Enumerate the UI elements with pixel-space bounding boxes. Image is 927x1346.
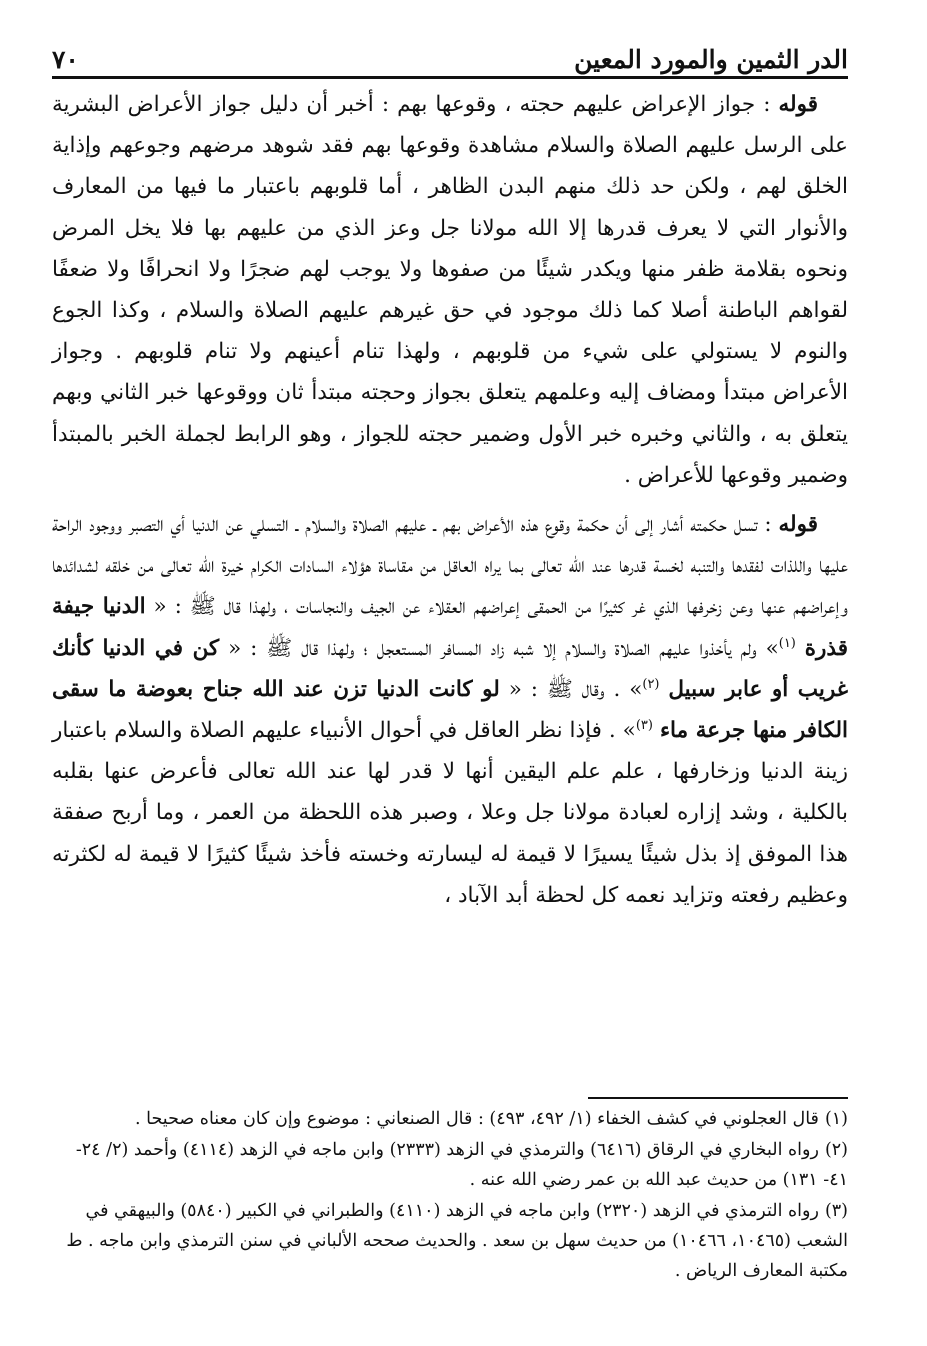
hadith-quote-1: الدنيا جيفة قذرة	[52, 594, 848, 661]
header-rule	[52, 76, 848, 79]
footnote-ref-2: (٢)	[642, 676, 660, 692]
paragraph-lead: قوله	[778, 92, 818, 117]
paragraph-text: » . وقال ﷺ : «	[508, 676, 643, 702]
paragraph-text: » ولم يأخذوا عليهم الصلاة والسلام إلا شبه زاد المسافر المستعجل ؛ ولهذا قال ﷺ : «	[228, 635, 779, 661]
footnote-text: قال العجلوني في كشف الخفاء (١/ ٤٩٢، ٤٩٣) : قال الصنعاني : موضوع وإن كان معناه صحيحا .	[135, 1109, 819, 1129]
book-title: الدر الثمين والمورد المعين	[574, 45, 848, 74]
paragraph-2	[52, 504, 848, 916]
hadith-quote-2: كن في الدنيا كأنك غريب أو عابر سبيل	[52, 635, 848, 702]
page-header	[52, 28, 848, 78]
footnote-ref-1: (١)	[778, 635, 796, 651]
footnote-1	[52, 1104, 848, 1134]
page-number: ٧٠	[52, 45, 79, 74]
footnote-rule	[588, 1097, 848, 1099]
footnote-number: (٣)	[824, 1201, 848, 1221]
hadith-quote-3: لو كانت الدنيا تزن عند الله جناح بعوضة ما سقى الكافر منها جرعة ماء	[52, 676, 849, 744]
footnote-text: رواه الترمذي في الزهد (٢٣٢٠) وابن ماجه في الزهد (٤١١٠) والطبراني في الكبير (٥٨٤٠) والبيهقي في الشعب (١٠٤٦٥، ١٠٤٦٦) من حديث سهل بن سعد . والحديث صححه الألباني في سنن الترمذي وابن ماجه . ط مكتبة المعارف الرياض .	[66, 1201, 848, 1281]
footnote-text: رواه البخاري في الرقاق (٦٤١٦) والترمذي في الزهد (٢٣٣٣) وابن ماجه في الزهد (٤١١٤) وأحمد (٢/ ٢٤- ٤١- ١٣١) من حديث عبد الله بن عمر رضي الله عنه .	[75, 1140, 848, 1190]
footnote-2	[52, 1135, 848, 1195]
paragraph-1	[52, 84, 848, 496]
paragraph-text: : جواز الإعراض عليهم حجته ، وقوعها بهم : أخبر أن دليل جواز الأعراض البشرية على الرسل عليهم الصلاة والسلام مشاهدة وقوعها بهم فقد شوهد مرضهم وجوعهم وإذاية الخلق لهم ، ولكن حد ذلك منهم البدن الظاهر ، أما قلوبهم باعتبار ما فيها من المعارف والأنوار التي لا يعرف قدرها إلا الله مولانا جل وعز الذي من عليهم بها فلا يخل المرض ونحوه بقلامة ظفر منها ويكدر شيئًا من صفوها ولا يوجب لهم ضجرًا ولا انحرافًا ولا ضعفًا لقواهم الباطنة أصلا كما ذلك موجود في حق غيرهم عليهم الصلاة والسلام ، وكذا الجوع والنوم لا يستولي على شيء من قلوبهم ، ولهذا تنام أعينهم ولا تنام قلوبهم . وجواز الأعراض مبتدأ ومضاف إليه وعلمهم يتعلق بجواز وحجته مبتدأ ثان ووقوعها خبر الثاني وبهم يتعلق به ، والثاني وخبره خبر الأول وضمير حجته للجواز ، وهو الرابط لجملة الخبر بالمبتدأ وضمير وقوعها للأعراض .	[52, 92, 848, 488]
footnote-number: (٢)	[824, 1140, 848, 1160]
paragraph-lead: قوله	[778, 512, 818, 538]
main-text	[52, 84, 848, 916]
footnotes	[52, 1104, 848, 1287]
footnote-3	[52, 1196, 848, 1286]
paragraph-text: » . فإذا نظر العاقل في أحوال الأنبياء عليهم الصلاة والسلام باعتبار زينة الدنيا وزخارفها ، علم علم اليقين أنها لا قدر لها عند الله تعالى فأعرض عنها بقلبه بالكلية ، وشد إزاره لعبادة مولانا جل وعلا ، وصبر هذه اللحظة من العمر ، وما أربح صفقة هذا الموفق إذ بذل شيئًا يسيرًا لا قيمة له ليسارته وخسته فأخذ شيئًا كثيرًا لا قيمة له لكثرته وعظيم رفعته وتزايد نعمه كل لحظة أبد الآباد ،	[52, 718, 848, 908]
paragraph-text: : تسل حكمته أشار إلى أن حكمة وقوع هذه الأعراض بهم ـ عليهم الصلاة والسلام ـ التسلي عن الدنيا أي التصبر ووجود الراحة عليها واللذات لفقدها والتنبه لخسة قدرها عند الله تعالى بما يراه العاقل من مقاساة هؤلاء السادات الكرام خيرة الله تعالى من خلقه لشدائدها وإعراضهم عنها وعن زخرفها الذي غر كثيرًا من الحمقى إعراضهم العقلاء عن الجيف والنجاسات ، ولهذا قال ﷺ : «	[52, 512, 848, 620]
footnote-number: (١)	[824, 1109, 848, 1129]
footnote-ref-3: (٣)	[635, 717, 653, 733]
